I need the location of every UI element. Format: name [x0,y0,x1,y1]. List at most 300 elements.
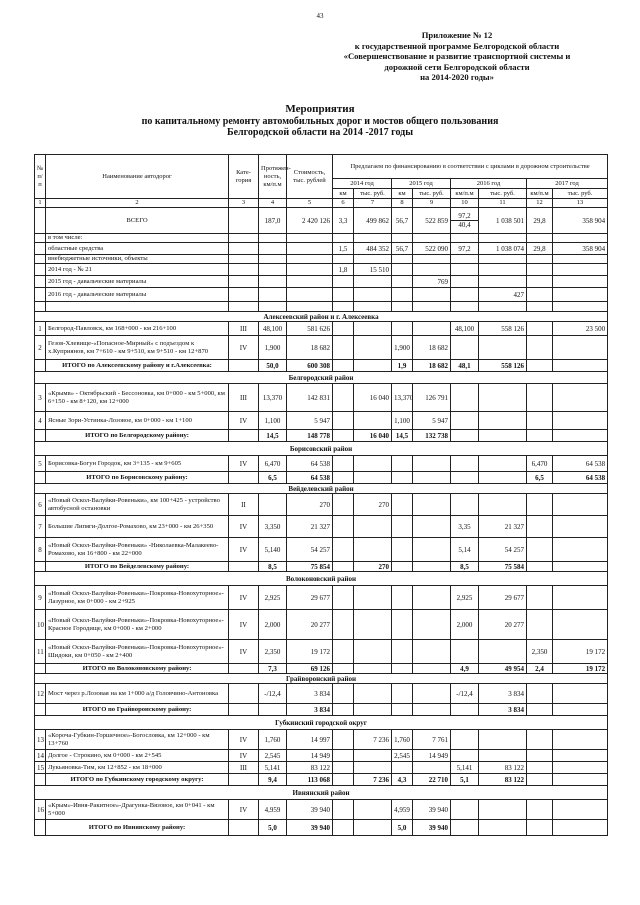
table-cell [479,472,527,484]
table-cell: 8,5 [451,562,479,572]
table-cell [229,302,259,312]
table-cell: 5 947 [287,412,333,430]
table-cell [451,384,479,412]
table-cell: 14,5 [392,430,413,442]
table-cell: 2,000 [259,610,287,640]
table-cell: 3 834 [287,704,333,716]
column-number: 4 [259,199,287,208]
table-cell [35,208,46,234]
table-cell: 15 510 [354,264,392,276]
table-cell [553,336,608,360]
table-cell [413,538,451,562]
table-cell [35,820,46,836]
table-cell: IV [229,610,259,640]
table-cell [527,774,553,786]
table-cell [479,456,527,472]
district-header-row [35,674,608,684]
table-cell: 5 947 [413,412,451,430]
table-cell [333,762,354,774]
table-cell: IV [229,640,259,664]
table-cell [229,562,259,572]
column-number: 9 [413,199,451,208]
table-cell: 1,8 [333,264,354,276]
table-cell [451,750,479,762]
table-cell [35,276,46,288]
table-cell [287,255,333,264]
table-cell [333,336,354,360]
road-name-cell: ИТОГО по Борисовскому району: [46,472,229,484]
table-cell [527,264,553,276]
table-cell: 19 172 [553,664,608,674]
table-cell [527,336,553,360]
appendix-header [312,30,602,83]
column-number: 6 [333,199,354,208]
total-row [35,360,608,372]
table-cell [392,494,413,516]
column-number: 1 [35,199,46,208]
table-cell: 2 420 126 [287,208,333,234]
title-line: Белгородской области на 2014 -2017 годы [226,127,414,138]
table-cell [354,762,392,774]
table-cell [229,234,259,243]
table-cell [333,322,354,336]
table-cell: -/12,4 [451,684,479,704]
table-cell [553,302,608,312]
table-cell: 64 538 [553,472,608,484]
road-name-cell: внебюджетные источники, объекты [46,255,229,264]
table-cell: 484 352 [354,243,392,255]
table-row [35,516,608,538]
table-cell: 16 040 [354,384,392,412]
table-cell [35,472,46,484]
table-cell: 48,100 [451,322,479,336]
table-row [35,264,608,276]
table-cell: 6 [35,494,46,516]
table-cell [35,255,46,264]
road-name-cell: в том числе: [46,234,229,243]
table-cell: 558 126 [479,360,527,372]
table-cell [392,255,413,264]
table-cell: 126 791 [413,384,451,412]
table-cell: 427 [479,288,527,302]
table-cell [354,664,392,674]
table-cell: 1,100 [259,412,287,430]
table-cell: 2,925 [259,586,287,610]
road-name-cell: «Крымв» - Октябрьский - Бессоновка, км 0+000 - км 5+000, км 6+150 - км 8+120, км 12+000 [46,384,229,412]
table-cell [553,774,608,786]
table-cell [354,586,392,610]
column-number: 3 [229,199,259,208]
table-cell [479,430,527,442]
table-cell: 5,140 [259,538,287,562]
table-cell [527,820,553,836]
table-cell: 1,760 [259,730,287,750]
table-cell: 69 126 [287,664,333,674]
district-name: Ивнянский район [35,786,608,800]
table-cell [553,820,608,836]
total-row [35,430,608,442]
table-cell: 1,100 [392,412,413,430]
table-cell: 56,7 [392,243,413,255]
district-name: Волоконовский район [35,572,608,586]
table-cell [354,610,392,640]
table-row [35,276,608,288]
table-cell [527,730,553,750]
header-2017: 2017 год [527,179,608,189]
table-cell: 13 [35,730,46,750]
column-number: 2 [46,199,229,208]
table-cell [527,704,553,716]
table-row [35,412,608,430]
table-cell: 4 [35,412,46,430]
road-name-cell: «Новый Оскол-Валуйки-Ровеньки»-Покровка-Новохуторное»-Шидоки, км 0+050 - км 2+400 [46,640,229,664]
district-name: Белгородский район [35,372,608,384]
table-cell [35,360,46,372]
table-cell [287,302,333,312]
table-cell [229,664,259,674]
table-header [35,155,608,208]
table-cell [553,610,608,640]
table-cell [479,384,527,412]
table-cell [479,276,527,288]
table-cell [451,430,479,442]
total-row [35,664,608,674]
table-cell [553,562,608,572]
table-cell [527,255,553,264]
table-cell [333,562,354,572]
table-cell [413,664,451,674]
table-cell: 148 778 [287,430,333,442]
table-cell [392,288,413,302]
table-cell [333,684,354,704]
table-cell [527,302,553,312]
table-cell: 14,5 [259,430,287,442]
table-cell [229,472,259,484]
table-cell [392,456,413,472]
table-cell: 358 904 [553,243,608,255]
road-name-cell: ИТОГО по Волоконовскому району: [46,664,229,674]
table-cell [392,302,413,312]
table-cell [333,664,354,674]
table-cell: 19 172 [287,640,333,664]
total-row [35,704,608,716]
table-cell [553,800,608,820]
table-cell [451,234,479,243]
table-cell: 6,5 [527,472,553,484]
table-cell: 83 122 [287,762,333,774]
table-cell: 18 682 [413,336,451,360]
road-name-cell: «Новый Оскол-Валуйки-Ровеньки» -Николаевка-Малакеево-Ромахово, км 16+800 - км 22+000 [46,538,229,562]
header-funding: Предлагаем по финансированию в соответствии с циклами в дорожном строительстве [333,155,608,179]
district-header-row [35,786,608,800]
table-row [35,800,608,820]
table-row [35,610,608,640]
table-cell: 29 677 [287,586,333,610]
table-cell [392,516,413,538]
table-row [35,586,608,610]
appendix-line: «Совершенствование и развитие транспортной системы и [343,51,571,62]
road-name-cell: 2015 год - давальческие материалы [46,276,229,288]
table-cell [229,430,259,442]
table-row [35,456,608,472]
table-row [35,234,608,243]
table-cell [287,264,333,276]
table-cell [413,762,451,774]
table-cell: 39 940 [287,820,333,836]
table-row [35,640,608,664]
table-cell: 3 834 [287,684,333,704]
table-cell [553,586,608,610]
table-cell: 39 940 [287,800,333,820]
table-cell [259,276,287,288]
table-cell [354,750,392,762]
table-cell: IV [229,586,259,610]
table-cell: 5,141 [451,762,479,774]
table-cell: 142 831 [287,384,333,412]
table-cell: 6,5 [259,472,287,484]
table-cell [479,302,527,312]
table-row [35,243,608,255]
table-cell: -/12,4 [259,684,287,704]
table-row [35,288,608,302]
road-name-cell [46,302,229,312]
table-cell: 1 [35,322,46,336]
table-cell [553,264,608,276]
district-header-row [35,372,608,384]
table-cell: 14 [35,750,46,762]
table-cell: 50,0 [259,360,287,372]
table-cell [333,538,354,562]
road-name-cell: Мост через р.Лозовая на км 1+000 а/д Головчино-Антоновка [46,684,229,704]
header-name: Наименование автодорог [46,155,229,199]
table-cell [287,243,333,255]
table-cell: 5,14 [451,538,479,562]
table-cell: 1,9 [392,360,413,372]
table-cell: 75 854 [287,562,333,572]
table-cell: 16 040 [354,430,392,442]
document-title [0,104,640,139]
table-cell [392,664,413,674]
table-cell [527,494,553,516]
table-cell [527,360,553,372]
table-cell [333,516,354,538]
stacked-value: 97,2 [458,212,471,220]
table-cell [333,255,354,264]
table-cell: 21 327 [479,516,527,538]
column-number: 12 [527,199,553,208]
header-num: № п/п [35,155,46,199]
table-cell [229,820,259,836]
road-name-cell: 2014 год - № 21 [46,264,229,276]
appendix-line: на 2014-2020 годы» [420,72,494,83]
table-cell [479,730,527,750]
table-cell [413,586,451,610]
table-cell: 54 257 [479,538,527,562]
table-cell [333,610,354,640]
table-cell [333,456,354,472]
table-cell [229,684,259,704]
table-cell [333,640,354,664]
column-number: 10 [451,199,479,208]
table-cell [259,243,287,255]
header-unit: тыс. руб. [413,189,451,199]
table-cell: II [229,494,259,516]
table-cell: 1,5 [333,243,354,255]
table-cell [35,774,46,786]
table-row [35,684,608,704]
district-header-row [35,716,608,730]
table-cell [333,430,354,442]
header-unit: тыс. руб. [354,189,392,199]
table-cell [392,276,413,288]
table-cell: 3 [35,384,46,412]
table-cell: 270 [354,562,392,572]
table-cell [479,640,527,664]
table-cell [527,800,553,820]
table-cell [259,494,287,516]
table-cell: 29,8 [527,243,553,255]
table-cell [553,750,608,762]
table-cell [527,610,553,640]
table-cell [333,276,354,288]
table-cell: 7,3 [259,664,287,674]
table-cell: 6,470 [259,456,287,472]
table-cell [553,412,608,430]
table-cell [354,234,392,243]
table-cell [553,288,608,302]
table-cell [553,538,608,562]
table-cell [229,276,259,288]
table-cell [451,640,479,664]
table-cell [479,336,527,360]
column-number: 13 [553,199,608,208]
table-cell [451,704,479,716]
table-cell: 54 257 [287,538,333,562]
road-name-cell: «Новый Оскол-Валуйки-Ровеньки», км 100+425 - устройство автобусной остановки [46,494,229,516]
appendix-line: к государственной программе Белгородской области [354,40,560,51]
road-name-cell: «Новый Оскол-Валуйки-Ровеньки»-Покровка-Новохуторное»-Лазурное, км 0+000 - км 2+925 [46,586,229,610]
table-cell [392,538,413,562]
table-cell [413,516,451,538]
table-cell: 600 308 [287,360,333,372]
table-cell [333,234,354,243]
table-cell [229,243,259,255]
table-cell [413,562,451,572]
table-cell [259,255,287,264]
table-cell: 7 761 [413,730,451,750]
table-cell [527,288,553,302]
table-cell: IV [229,456,259,472]
table-cell [354,800,392,820]
table-cell [259,234,287,243]
table-cell: 20 277 [287,610,333,640]
table-cell: IV [229,800,259,820]
column-number: 7 [354,199,392,208]
table-row [35,255,608,264]
table-cell [229,774,259,786]
table-cell [527,412,553,430]
table-cell: 3,35 [451,516,479,538]
table-cell [392,762,413,774]
table-cell [413,288,451,302]
header-2014: 2014 год [333,179,392,189]
header-unit: км [392,189,413,199]
table-cell [451,255,479,264]
table-cell: 64 538 [553,456,608,472]
table-cell [553,430,608,442]
table-cell: 6,470 [527,456,553,472]
table-cell: 11 [35,640,46,664]
table-cell [451,472,479,484]
table-cell [333,820,354,836]
table-cell [553,360,608,372]
table-cell: 558 126 [479,322,527,336]
table-cell: IV [229,516,259,538]
table-cell [413,684,451,704]
road-name-cell: Ясные Зори-Устинка-Лозовое, км 0+000 - км 1+100 [46,412,229,430]
table-cell: 3,3 [333,208,354,234]
table-cell [413,234,451,243]
table-cell [354,472,392,484]
table-cell: 75 584 [479,562,527,572]
table-cell [229,704,259,716]
table-cell [479,750,527,762]
table-cell [287,288,333,302]
table-cell [229,360,259,372]
table-cell [451,456,479,472]
table-cell: 20 277 [479,610,527,640]
header-unit: тыс. руб. [479,189,527,199]
table-cell [553,494,608,516]
road-name-cell: Большие Липяги-Долгое-Ромахово, км 23+000 - км 26+350 [46,516,229,538]
table-cell [354,276,392,288]
table-cell [333,302,354,312]
road-name-cell: «Короча-Губкин-Горшечное»-Богословка, км 12+000 - км 13+760 [46,730,229,750]
table-cell [333,288,354,302]
table-cell [392,586,413,610]
table-cell: 9 [35,586,46,610]
table-cell: 270 [287,494,333,516]
table-cell: 97,2 [451,243,479,255]
table-cell [413,322,451,336]
table-cell: III [229,384,259,412]
table-cell: 14 949 [287,750,333,762]
table-cell [354,255,392,264]
road-name-cell: ИТОГО по Белгородскому району: [46,430,229,442]
road-name-cell: ВСЕГО [46,208,229,234]
table-cell [354,684,392,704]
table-cell: 5,0 [259,820,287,836]
table-cell: 29 677 [479,586,527,610]
table-cell: 39 940 [413,800,451,820]
table-cell [553,730,608,750]
table-cell: 132 738 [413,430,451,442]
table-cell [333,750,354,762]
table-cell [392,704,413,716]
table-cell: 2,350 [527,640,553,664]
table-cell: 4,959 [392,800,413,820]
table-cell: 19 172 [553,640,608,664]
table-cell [392,322,413,336]
table-cell [259,302,287,312]
table-cell [553,234,608,243]
table-cell [527,684,553,704]
table-cell [479,412,527,430]
table-cell: 23 500 [553,322,608,336]
table-cell [553,762,608,774]
table-cell [392,264,413,276]
table-cell: 581 626 [287,322,333,336]
